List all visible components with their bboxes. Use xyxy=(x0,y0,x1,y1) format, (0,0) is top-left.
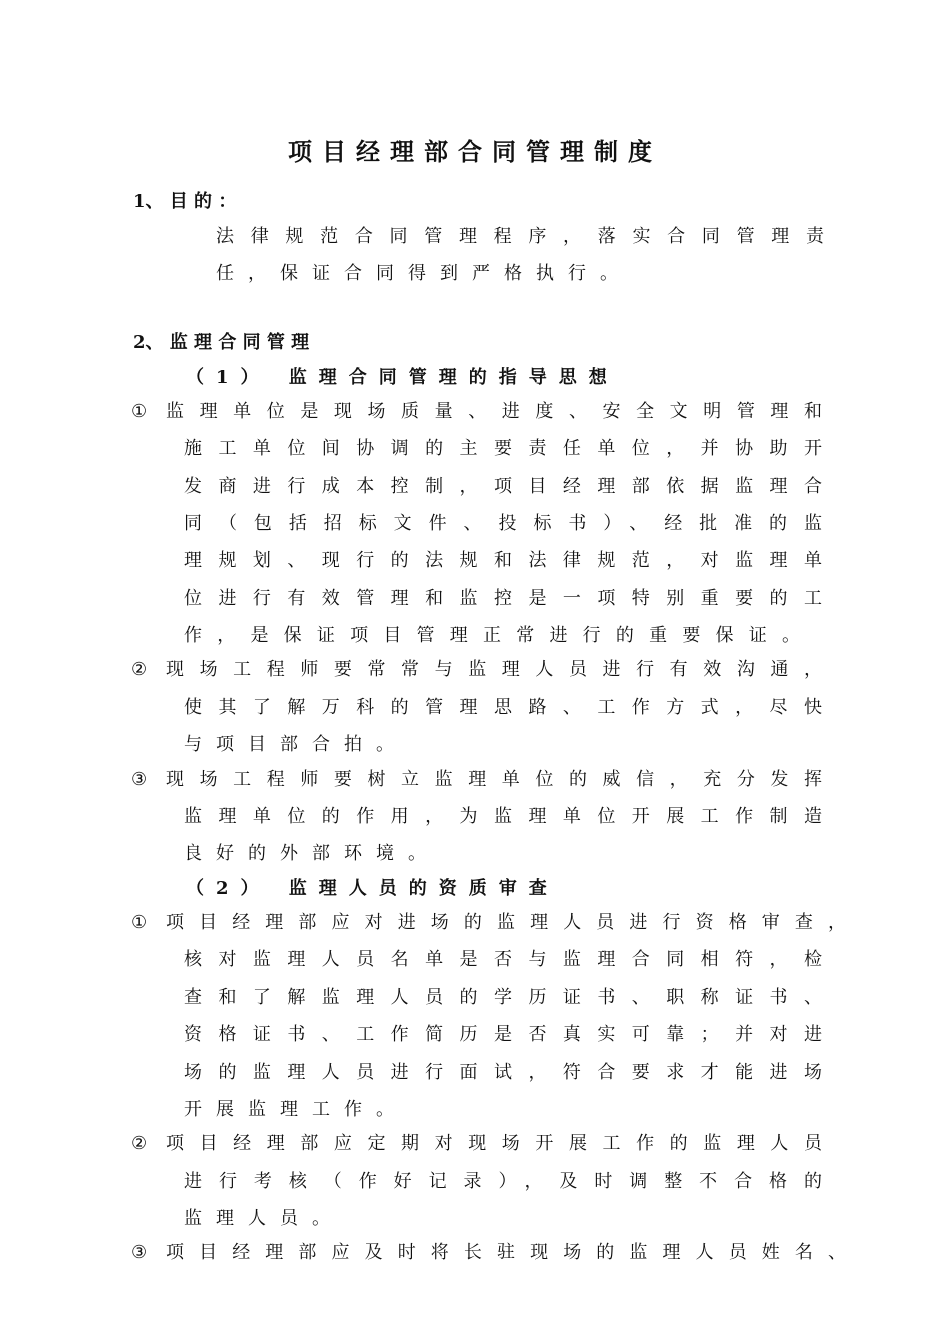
list-item-line: 发商进行成本控制，项目经理部依据监理合 xyxy=(184,476,822,497)
list-marker: ③ xyxy=(131,769,148,790)
list-item-line: 同（包括招标文件、投标书）、经批准的监 xyxy=(184,513,822,534)
list-item-line: 监理单位是现场质量、进度、安全文明管理和 xyxy=(166,401,822,422)
list-marker: ② xyxy=(131,659,148,680)
section-1-line: 法律规范合同管理程序，落实合同管理责 xyxy=(216,226,824,247)
section-2-heading: 2、 监 理 合 同 管 理 xyxy=(133,332,310,353)
list-item-line: 进行考核（作好记录），及时调整不合格的 xyxy=(184,1171,822,1192)
list-item-line: 现场工程师要树立监理单位的威信，充分发挥 xyxy=(166,769,822,790)
list-item-line: 查和了解监理人员的学历证书、职称证书、 xyxy=(184,987,822,1008)
list-item-line: 位进行有效管理和监控是一项特别重要的工 xyxy=(184,588,822,609)
list-item-line: 监理单位的作用，为监理单位开展工作制造 xyxy=(184,806,822,827)
list-item-line: 现场工程师要常常与监理人员进行有效沟通， xyxy=(166,659,822,680)
list-item-line: 与项目部合拍。 xyxy=(184,734,408,755)
list-marker: ③ xyxy=(131,1242,148,1263)
list-marker: ① xyxy=(131,401,148,422)
list-item-line: 项目经理部应定期对现场开展工作的监理人员 xyxy=(166,1133,822,1154)
list-item-line: 使其了解万科的管理思路、工作方式，尽快 xyxy=(184,697,822,718)
list-item-line: 理规划、现行的法规和法律规范，对监理单 xyxy=(184,550,822,571)
subsection-1-heading: （1） 监理合同管理的指导思想 xyxy=(186,367,619,388)
list-item-line: 作，是保证项目管理正常进行的重要保证。 xyxy=(184,625,800,646)
list-item-line: 施工单位间协调的主要责任单位，并协助开 xyxy=(184,438,822,459)
list-item-line: 核对监理人员名单是否与监理合同相符，检 xyxy=(184,949,822,970)
subsection-2-heading: （2） 监理人员的资质审查 xyxy=(186,878,559,899)
list-item-line: 资格证书、工作简历是否真实可靠；并对进 xyxy=(184,1024,822,1045)
document-title: 项目经理部合同管理制度 xyxy=(288,137,662,166)
list-item-line: 良好的外部环境。 xyxy=(184,843,440,864)
list-item-line: 开展监理工作。 xyxy=(184,1099,408,1120)
section-1-heading: 1、 目 的 ： xyxy=(133,191,237,212)
list-item-line: 监理人员。 xyxy=(184,1208,344,1229)
section-1-line: 任，保证合同得到严格执行。 xyxy=(216,263,632,284)
list-item-line: 项目经理部应对进场的监理人员进行资格审查， xyxy=(166,912,846,933)
list-marker: ① xyxy=(131,912,148,933)
list-item-line: 场的监理人员进行面试，符合要求才能进场 xyxy=(184,1062,822,1083)
list-item-line: 项目经理部应及时将长驻现场的监理人员姓名、 xyxy=(166,1242,846,1263)
list-marker: ② xyxy=(131,1133,148,1154)
